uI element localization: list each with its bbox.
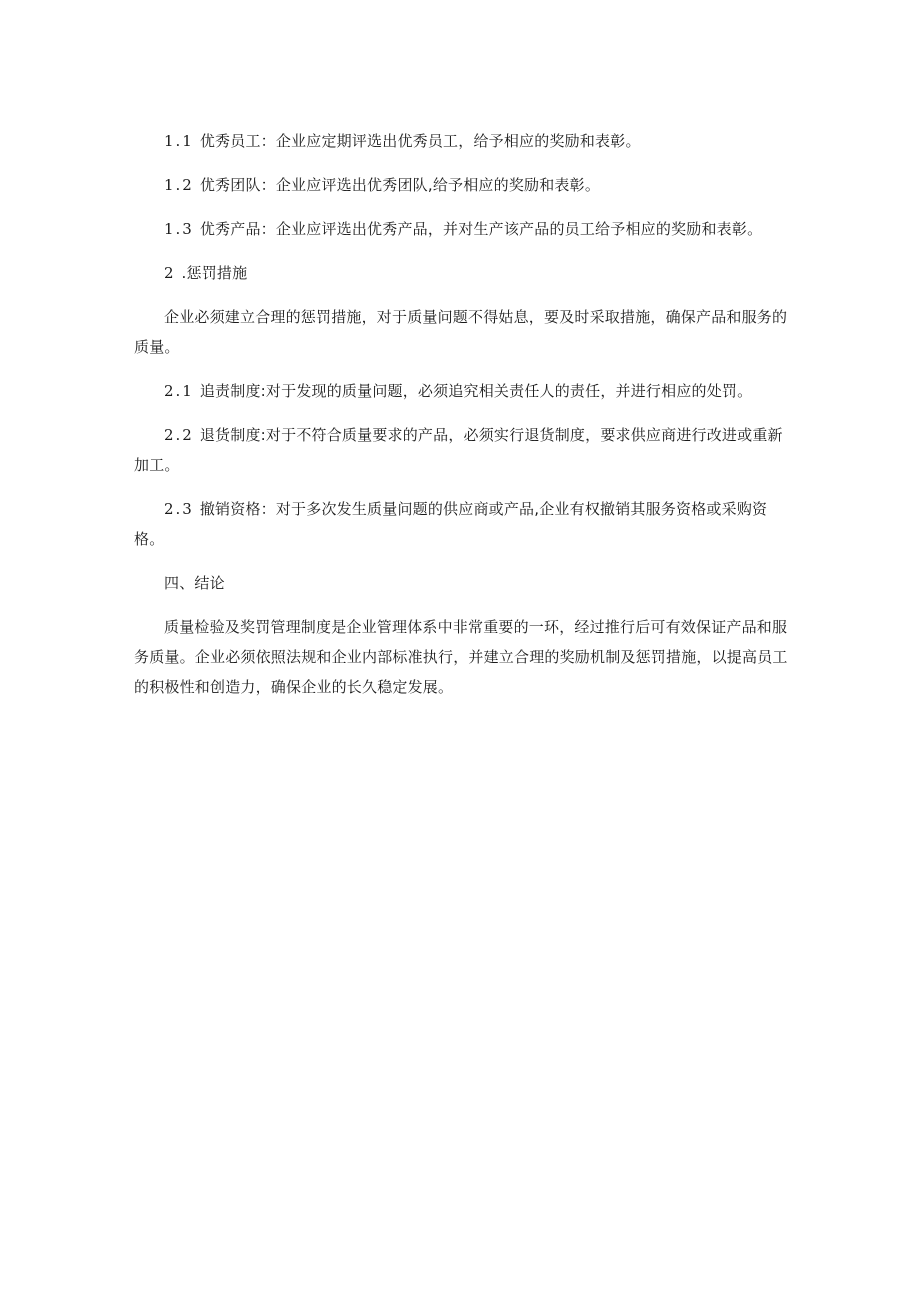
paragraph-text: 优秀员工：企业应定期评选出优秀员工，给予相应的奖励和表彰。 [199, 132, 641, 150]
heading-text: .惩罚措施 [181, 264, 248, 282]
paragraph-2-1 [134, 376, 790, 406]
paragraph-1-2 [134, 170, 790, 200]
paragraph-text: 优秀团队：企业应评选出优秀团队,给予相应的奖励和表彰。 [199, 176, 601, 194]
section-number: 2 [164, 264, 176, 282]
paragraph-text: 撤销资格：对于多次发生质量问题的供应商或产品,企业有权撤销其服务资格或采购资格。 [134, 500, 768, 548]
heading-text: 四、结论 [164, 574, 225, 592]
paragraph-text: 企业必须建立合理的惩罚措施，对于质量问题不得姑息，要及时采取措施，确保产品和服务的质量。 [134, 308, 788, 356]
paragraph-text: 退货制度:对于不符合质量要求的产品，必须实行退货制度，要求供应商进行改进或重新加工。 [134, 426, 783, 474]
paragraph-2-3 [134, 494, 790, 554]
section-number: 2.2 [164, 426, 194, 444]
paragraph-text: 优秀产品：企业应评选出优秀产品，并对生产该产品的员工给予相应的奖励和表彰。 [199, 220, 763, 238]
section-heading-conclusion [134, 568, 790, 598]
section-number: 1.2 [164, 176, 194, 194]
section-number: 1.1 [164, 132, 194, 150]
section-number: 2.3 [164, 500, 194, 518]
paragraph-penalty-intro [134, 302, 790, 362]
document-body [134, 126, 790, 716]
section-heading-2 [134, 258, 790, 288]
paragraph-conclusion [134, 612, 790, 702]
paragraph-2-2 [134, 420, 790, 480]
paragraph-text: 追责制度:对于发现的质量问题，必须追究相关责任人的责任，并进行相应的处罚。 [199, 382, 753, 400]
paragraph-1-3 [134, 214, 790, 244]
paragraph-1-1 [134, 126, 790, 156]
paragraph-text: 质量检验及奖罚管理制度是企业管理体系中非常重要的一环，经过推行后可有效保证产品和服务质量。企业必须依照法规和企业内部标准执行，并建立合理的奖励机制及惩罚措施，以提高员工的积极性和创造力，确保企业的长久稳定发展。 [134, 618, 788, 696]
section-number: 2.1 [164, 382, 194, 400]
section-number: 1.3 [164, 220, 194, 238]
